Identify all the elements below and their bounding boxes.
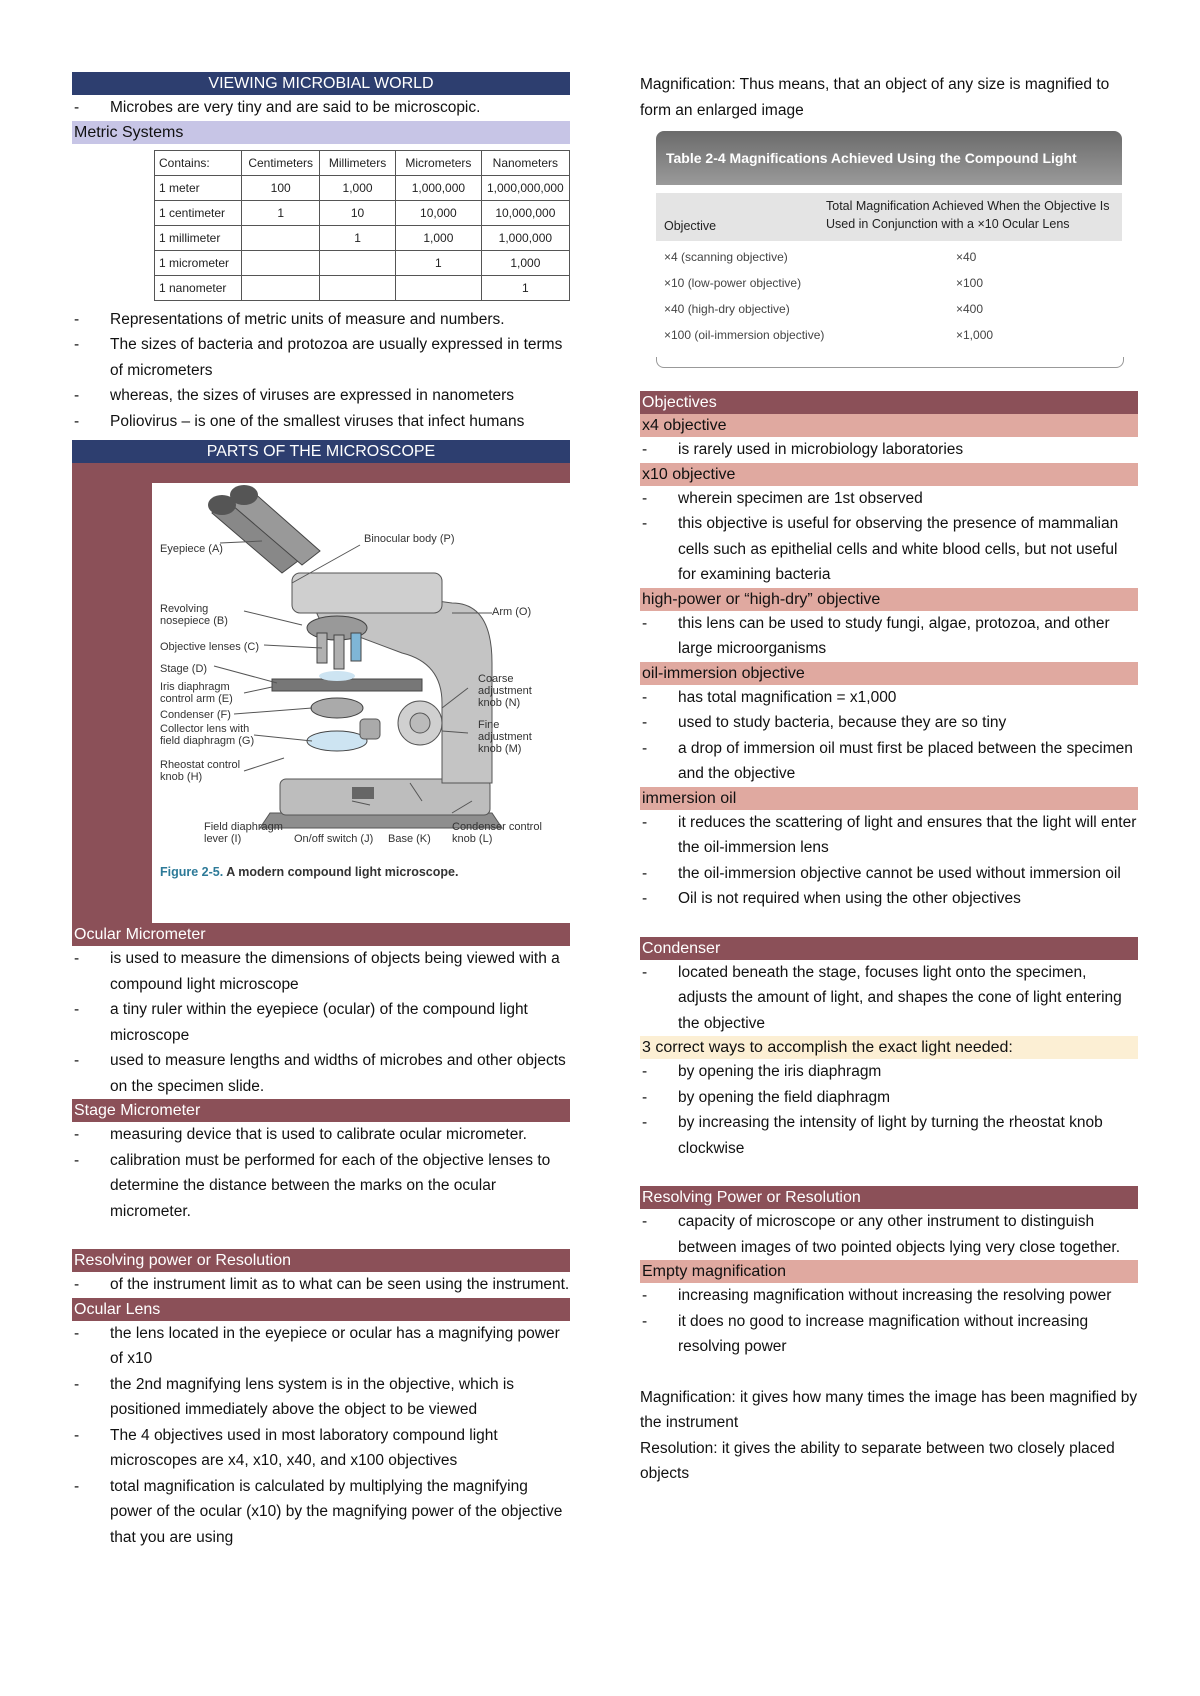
list-item: - used to study bacteria, because they are so tiny xyxy=(640,710,1138,736)
left-column xyxy=(72,72,570,1550)
list-item: - a drop of immersion oil must first be placed between the specimen and the objective xyxy=(640,736,1138,787)
metric-table xyxy=(154,150,570,301)
table-cell: 1 xyxy=(242,200,320,225)
ocular-lens-heading: Ocular Lens xyxy=(72,1298,570,1321)
figure-caption-label: Figure 2-5. xyxy=(160,865,224,879)
table-cell: 1 centimeter xyxy=(155,200,242,225)
list-item: - Representations of metric units of measure and numbers. xyxy=(72,307,570,333)
table-row xyxy=(155,250,570,275)
table-row xyxy=(155,200,570,225)
label-base: Base (K) xyxy=(388,833,431,845)
label-condenser: Condenser (F) xyxy=(160,709,231,721)
table-cell: ×100 xyxy=(956,276,984,290)
magnification-table-col2: Total Magnification Achieved When the Objective Is Used in Conjunction with a ×10 Ocular Lens xyxy=(826,199,1110,231)
list-item: - The sizes of bacteria and protozoa are usually expressed in terms of micrometers xyxy=(72,332,570,383)
table-cell: 1,000,000 xyxy=(481,225,569,250)
microscope-figure xyxy=(72,463,570,923)
resolution-definition xyxy=(640,1436,1138,1487)
list-item: - the 2nd magnifying lens system is in the objective, which is positioned immediately above the object to be viewed xyxy=(72,1372,570,1423)
label-eyepiece: Eyepiece (A) xyxy=(160,543,223,555)
table-row xyxy=(155,150,570,175)
right-column xyxy=(640,72,1138,1487)
list-item: - by opening the iris diaphragm xyxy=(640,1059,1138,1085)
list-item: - total magnification is calculated by multiplying the magnifying power of the ocular (x10) by the magnifying power of the objective that you are using xyxy=(72,1474,570,1551)
metric-systems-heading: Metric Systems xyxy=(72,121,570,144)
table-cell: ×40 xyxy=(956,250,977,264)
list-item: - by opening the field diaphragm xyxy=(640,1085,1138,1111)
immersion-oil-heading: immersion oil xyxy=(640,787,1138,810)
table-cell xyxy=(396,275,482,300)
table-cell: 1,000 xyxy=(320,175,396,200)
list-item: - a tiny ruler within the eyepiece (ocular) of the compound light microscope xyxy=(72,997,570,1048)
magnification-definition-label: Magnification xyxy=(640,1388,732,1406)
label-binocular-body: Binocular body (P) xyxy=(364,533,455,545)
list-item: - wherein specimen are 1st observed xyxy=(640,486,1138,512)
table-row xyxy=(155,175,570,200)
table-cell: 1 micrometer xyxy=(155,250,242,275)
x4-objective-heading: x4 objective xyxy=(640,414,1138,437)
label-arm: Arm (O) xyxy=(492,606,532,618)
list-item: - used to measure lengths and widths of microbes and other objects on the specimen slide. xyxy=(72,1048,570,1099)
table-cell: 1 meter xyxy=(155,175,242,200)
resolving-power-right-heading: Resolving Power or Resolution xyxy=(640,1186,1138,1209)
table-cell: 1,000 xyxy=(396,225,482,250)
stage-micrometer-heading: Stage Micrometer xyxy=(72,1099,570,1122)
table-cell xyxy=(320,275,396,300)
table-cell: 10,000 xyxy=(396,200,482,225)
magnification-table-border xyxy=(656,357,1124,368)
figure-caption-text: A modern compound light microscope. xyxy=(226,865,459,879)
list-item: - measuring device that is used to calibrate ocular micrometer. xyxy=(72,1122,570,1148)
list-item: - Poliovirus – is one of the smallest viruses that infect humans xyxy=(72,409,570,435)
table-cell: ×100 (oil-immersion objective) xyxy=(664,328,825,342)
list-item: - is used to measure the dimensions of objects being viewed with a compound light microscope xyxy=(72,946,570,997)
list-item: - capacity of microscope or any other instrument to distinguish between images of two pointed objects lying very close together. xyxy=(640,1209,1138,1260)
parts-of-microscope-heading: PARTS OF THE MICROSCOPE xyxy=(72,440,570,463)
table-cell: 1 xyxy=(396,250,482,275)
table-cell: 1 xyxy=(320,225,396,250)
microscope-figure-panel xyxy=(152,483,570,923)
table-cell: ×4 (scanning objective) xyxy=(664,250,788,264)
table-row xyxy=(656,245,1122,271)
light-ways-heading: 3 correct ways to accomplish the exact light needed: xyxy=(640,1036,1138,1059)
table-cell: 10,000,000 xyxy=(481,200,569,225)
magnification-table-col1: Objective xyxy=(664,219,717,233)
table-row xyxy=(155,275,570,300)
magnification-intro-text: : Thus means, that an object of any size is magnified to form an enlarged image xyxy=(640,76,1110,119)
list-item: - by increasing the intensity of light by turning the rheostat knob clockwise xyxy=(640,1110,1138,1161)
label-field-diaphragm-lever: Field diaphragm lever (I) xyxy=(204,821,283,845)
x10-objective-heading: x10 objective xyxy=(640,463,1138,486)
table-cell: 1 millimeter xyxy=(155,225,242,250)
table-row xyxy=(656,323,1122,349)
list-item: - it does no good to increase magnification without increasing resolving power xyxy=(640,1309,1138,1360)
list-item: - this lens can be used to study fungi, algae, protozoa, and other large microorganisms xyxy=(640,611,1138,662)
list-item: - of the instrument limit as to what can be seen using the instrument. xyxy=(72,1272,570,1298)
label-rheostat: Rheostat control knob (H) xyxy=(160,759,241,783)
magnification-table xyxy=(656,131,1122,367)
magnification-definition xyxy=(640,1385,1138,1436)
oil-immersion-objective-heading: oil-immersion objective xyxy=(640,662,1138,685)
table-cell: 1 xyxy=(481,275,569,300)
magnification-intro-label: Magnification xyxy=(640,76,732,93)
label-condenser-knob: Condenser control knob (L) xyxy=(452,821,542,845)
list-item: - is rarely used in microbiology laboratories xyxy=(640,437,1138,463)
list-item: - calibration must be performed for each of the objective lenses to determine the distance between the marks on the ocular micrometer. xyxy=(72,1148,570,1225)
resolving-power-heading: Resolving power or Resolution xyxy=(72,1249,570,1272)
table-row xyxy=(656,271,1122,297)
viewing-microbial-world-heading: VIEWING MICROBIAL WORLD xyxy=(72,72,570,95)
label-onoff-switch: On/off switch (J) xyxy=(294,833,374,845)
label-coarse-adjustment: Coarse adjustment knob (N) xyxy=(478,673,532,709)
table-cell: Contains: xyxy=(155,150,242,175)
list-item: - it reduces the scattering of light and ensures that the light will enter the oil-immersion lens xyxy=(640,810,1138,861)
label-fine-adjustment: Fine adjustment knob (M) xyxy=(478,719,532,755)
list-item: - located beneath the stage, focuses light onto the specimen, adjusts the amount of light, and shapes the cone of light entering the objective xyxy=(640,960,1138,1037)
table-cell: ×40 (high-dry objective) xyxy=(664,302,790,316)
table-cell: 1 nanometer xyxy=(155,275,242,300)
label-stage: Stage (D) xyxy=(160,663,208,675)
resolution-definition-text: : it gives the ability to separate between two closely placed objects xyxy=(640,1439,1115,1482)
table-cell xyxy=(242,225,320,250)
list-item: - Oil is not required when using the other objectives xyxy=(640,886,1138,912)
empty-magnification-heading: Empty magnification xyxy=(640,1260,1138,1283)
table-cell: ×1,000 xyxy=(956,328,994,342)
table-cell: Centimeters xyxy=(242,150,320,175)
label-revolving-nosepiece: Revolving nosepiece (B) xyxy=(160,603,228,627)
table-cell: ×10 (low-power objective) xyxy=(664,276,802,290)
condenser-heading: Condenser xyxy=(640,937,1138,960)
high-power-objective-heading: high-power or “high-dry” objective xyxy=(640,588,1138,611)
magnification-definition-text: : it gives how many times the image has been magnified by the instrument xyxy=(640,1388,1138,1431)
objectives-heading: Objectives xyxy=(640,391,1138,414)
magnification-table-title: Table 2-4 Magnifications Achieved Using the Compound Light xyxy=(656,131,1122,185)
ocular-micrometer-heading: Ocular Micrometer xyxy=(72,923,570,946)
list-item: - Microbes are very tiny and are said to be microscopic. xyxy=(72,95,570,121)
table-cell: ×400 xyxy=(956,302,984,316)
magnification-intro xyxy=(640,72,1138,123)
table-cell: Millimeters xyxy=(320,150,396,175)
table-cell xyxy=(242,250,320,275)
table-cell: Micrometers xyxy=(396,150,482,175)
table-row xyxy=(656,297,1122,323)
list-item: - this objective is useful for observing the presence of mammalian cells such as epithelial cells and white blood cells, but not useful for examining bacteria xyxy=(640,511,1138,588)
table-cell: 10 xyxy=(320,200,396,225)
table-cell xyxy=(320,250,396,275)
list-item: - increasing magnification without increasing the resolving power xyxy=(640,1283,1138,1309)
list-item: - the oil-immersion objective cannot be used without immersion oil xyxy=(640,861,1138,887)
table-cell: 1,000,000 xyxy=(396,175,482,200)
table-cell xyxy=(242,275,320,300)
list-item: - The 4 objectives used in most laboratory compound light microscopes are x4, x10, x40, and x100 objectives xyxy=(72,1423,570,1474)
list-item: - has total magnification = x1,000 xyxy=(640,685,1138,711)
label-collector-lens: Collector lens with field diaphragm (G) xyxy=(160,723,255,747)
table-cell: Nanometers xyxy=(481,150,569,175)
magnification-table-header xyxy=(656,193,1122,241)
label-objective-lenses: Objective lenses (C) xyxy=(160,641,260,653)
list-item: - whereas, the sizes of viruses are expressed in nanometers xyxy=(72,383,570,409)
table-cell: 1,000,000,000 xyxy=(481,175,569,200)
figure-caption xyxy=(160,865,458,879)
list-item: - the lens located in the eyepiece or ocular has a magnifying power of x10 xyxy=(72,1321,570,1372)
resolution-definition-label: Resolution xyxy=(640,1439,714,1457)
table-row xyxy=(155,225,570,250)
label-iris-diaphragm: Iris diaphragm control arm (E) xyxy=(160,681,233,705)
table-cell: 100 xyxy=(242,175,320,200)
table-cell: 1,000 xyxy=(481,250,569,275)
